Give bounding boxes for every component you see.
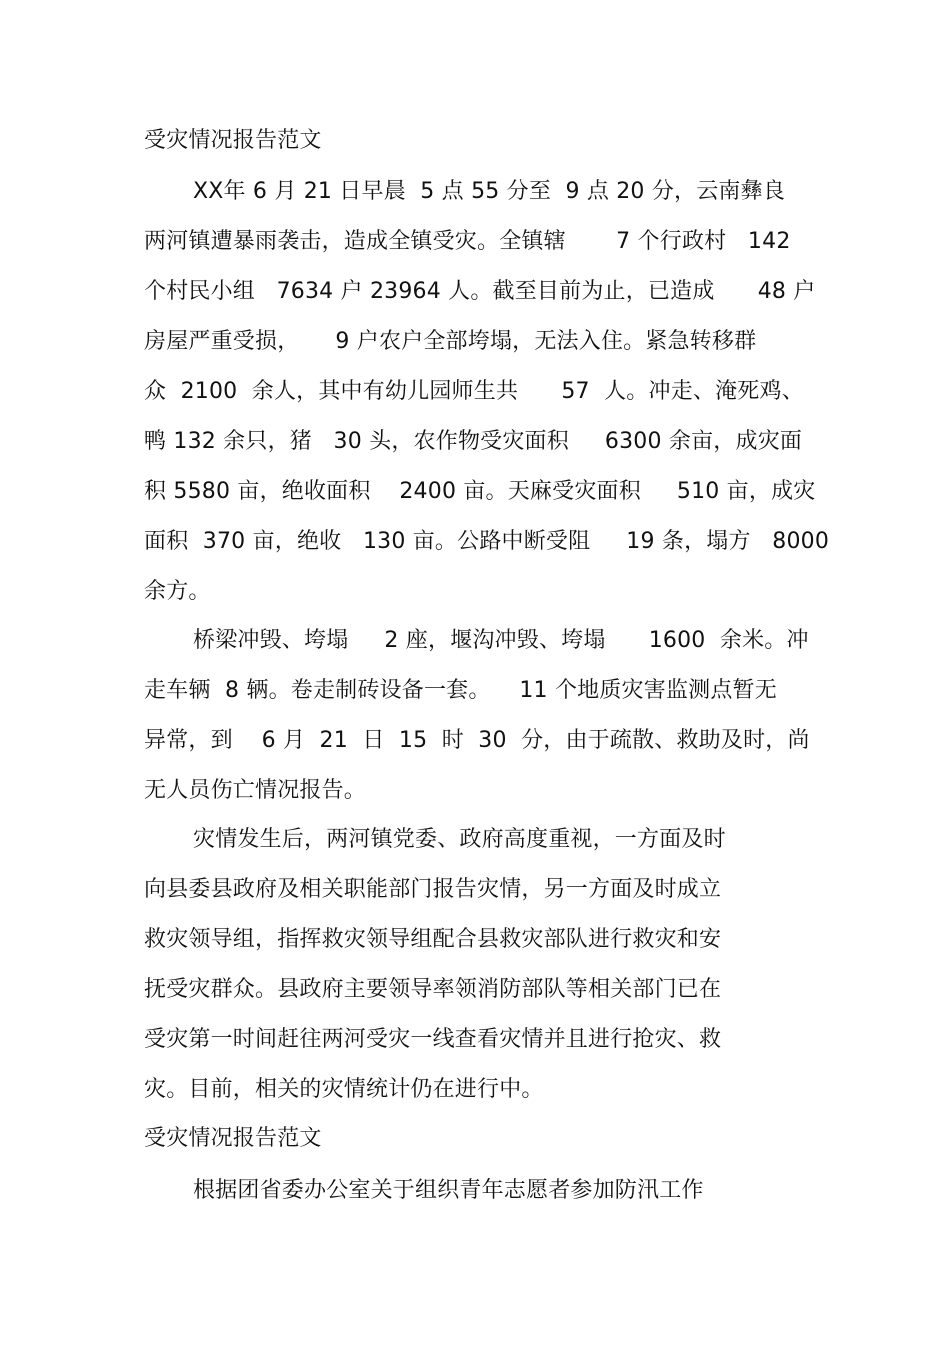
paragraph-line: 众 2100 余人，其中有幼儿园师生共 57 人。冲走、淹死鸡、 — [144, 379, 804, 404]
section-title: 受灾情况报告范文 — [144, 1126, 322, 1151]
paragraph-line: XX年 6 月 21 日早晨 5 点 55 分至 9 点 20 分，云南彝良 — [193, 179, 786, 204]
paragraph-line: 个村民小组 7634 户 23964 人。截至目前为止，已造成 48 户 — [144, 279, 816, 304]
paragraph-line: 积 5580 亩，绝收面积 2400 亩。天麻受灾面积 510 亩，成灾 — [144, 479, 816, 504]
document-title: 受灾情况报告范文 — [144, 128, 322, 153]
paragraph-line: 鸭 132 余只，猪 30 头，农作物受灾面积 6300 余亩，成灾面 — [144, 429, 803, 454]
paragraph-line: 桥梁冲毁、垮塌 2 座，堰沟冲毁、垮塌 1600 余米。冲 — [193, 628, 809, 653]
paragraph-line: 根据团省委办公室关于组织青年志愿者参加防汛工作 — [193, 1178, 704, 1203]
paragraph-line: 无人员伤亡情况报告。 — [144, 778, 367, 803]
paragraph-line: 余方。 — [144, 579, 211, 604]
paragraph-line: 房屋严重受损， 9 户农户全部垮塌，无法入住。紧急转移群 — [144, 329, 757, 354]
paragraph-line: 受灾第一时间赶往两河受灾一线查看灾情并且进行抢灾、救 — [144, 1027, 722, 1052]
paragraph-line: 向县委县政府及相关职能部门报告灾情，另一方面及时成立 — [144, 877, 722, 902]
paragraph-line: 灾。目前，相关的灾情统计仍在进行中。 — [144, 1077, 544, 1102]
paragraph-line: 救灾领导组，指挥救灾领导组配合县救灾部队进行救灾和安 — [144, 927, 722, 952]
paragraph-line: 异常，到 6 月 21 日 15 时 30 分，由于疏散、救助及时，尚 — [144, 728, 810, 753]
paragraph-line: 抚受灾群众。县政府主要领导率领消防部队等相关部门已在 — [144, 977, 722, 1002]
paragraph-line: 面积 370 亩，绝收 130 亩。公路中断受阻 19 条，塌方 8000 — [144, 529, 830, 554]
paragraph-line: 走车辆 8 辆。卷走制砖设备一套。 11 个地质灾害监测点暂无 — [144, 678, 777, 703]
paragraph-line: 灾情发生后，两河镇党委、政府高度重视，一方面及时 — [193, 827, 726, 852]
paragraph-line: 两河镇遭暴雨袭击，造成全镇受灾。全镇辖 7 个行政村 142 — [144, 229, 791, 254]
